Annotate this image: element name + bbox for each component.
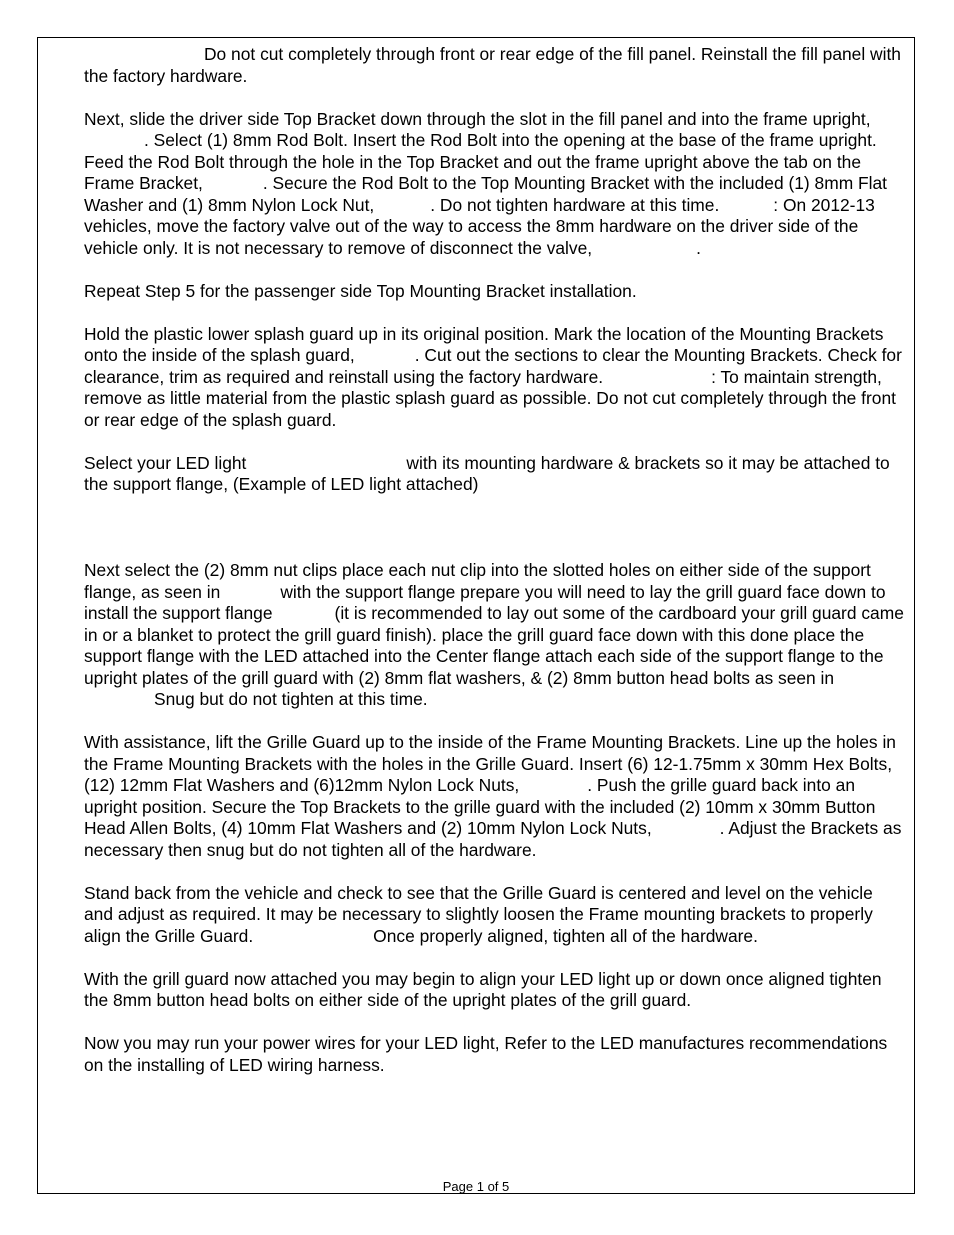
paragraph-align-grille-guard xyxy=(84,883,904,948)
text-segment: . Adjust the Brackets as necessary then snug but do not tighten all of the hardware. xyxy=(84,818,902,860)
text-segment: with the support flange prepare you will need to lay the grill guard face down to install the support flange xyxy=(84,581,886,623)
text-segment: Once properly aligned, tighten all of the hardware. xyxy=(373,925,758,946)
text-segment: . xyxy=(696,237,701,258)
paragraph-nut-clips-support-flange xyxy=(84,560,904,711)
text-segment: : On 2012-13 vehicles, move the factory valve out of the way to access the 8mm hardware on the driver side of the vehicle only. It is not necessary to remove of disconnect the valve, xyxy=(84,194,875,258)
paragraph-splash-guard xyxy=(84,324,904,432)
text-segment: Stand back from the vehicle and check to see that the Grille Guard is centered and level on the vehicle and adjust as required. It may be necessary to slightly loosen the Frame mounting brackets to properly align the Grille Guard. xyxy=(84,882,873,946)
text-segment: with its mounting hardware & brackets so it may be attached to the support flange, (Example of LED light attached) xyxy=(84,452,890,494)
text-segment: (it is recommended to lay out some of the cardboard your grill guard came in or a blanket to protect the grill guard finish). place the grill guard face down with this done place the support flange with the LED attached into the Center flange attach each side of the support flange to the upright plates of the grill guard with (2) 8mm flat washers, & (2) 8mm button head bolts as seen in xyxy=(84,603,904,688)
paragraph-power-wires xyxy=(84,1033,904,1076)
document-body xyxy=(84,44,904,1098)
text-segment: Next select the (2) 8mm nut clips place each nut clip into the slotted holes on either side of the support flange, as seen in xyxy=(84,560,871,602)
text-segment: . Do not tighten hardware at this time. xyxy=(430,194,720,215)
text-segment: Do not cut completely through front or rear edge of the fill panel. Reinstall the fill panel with the factory hardware. xyxy=(84,44,901,86)
paragraph-lift-grille-guard xyxy=(84,732,904,861)
paragraph-fill-panel-caution xyxy=(84,44,904,87)
text-segment: . Cut out the sections to clear the Mounting Brackets. Check for clearance, trim as required and reinstall using the factory hardware. xyxy=(84,345,902,387)
text-segment: Hold the plastic lower splash guard up in its original position. Mark the location of the Mounting Brackets onto the inside of the splash guard, xyxy=(84,323,884,365)
text-segment: : To maintain strength, remove as little material from the plastic splash guard as possible. Do not cut completely through the front or rear edge of the splash guard. xyxy=(84,366,896,430)
paragraph-repeat-passenger-side xyxy=(84,281,904,303)
text-segment: Now you may run your power wires for your LED light, Refer to the LED manufactures recommendations on the installing of LED wiring harness. xyxy=(84,1033,888,1075)
text-segment: Repeat Step 5 for the passenger side Top Mounting Bracket installation. xyxy=(84,280,637,301)
page-number-footer: Page 1 of 5 xyxy=(442,1179,510,1194)
text-segment: Select your LED light xyxy=(84,452,247,473)
paragraph-spacer xyxy=(84,517,904,560)
text-segment: Snug but do not tighten at this time. xyxy=(154,689,428,709)
paragraph-select-led-light xyxy=(84,453,904,496)
text-segment: With the grill guard now attached you may begin to align your LED light up or down once aligned tighten the 8mm button head bolts on either side of the upright plates of the grill guard. xyxy=(84,968,882,1010)
text-segment: . Select (1) 8mm Rod Bolt. Insert the Rod Bolt into the opening at the base of the frame upright. Feed the Rod Bolt through the hole in the Top Bracket and out the frame upright above the tab on the Frame Bracket, xyxy=(84,130,877,193)
text-segment: With assistance, lift the Grille Guard up to the inside of the Frame Mounting Brackets. Line up the holes in the Frame Mounting Brackets with the holes in the Grille Guard. Insert (6) 12-1.75mm x 30mm Hex Bolts, (12) 12mm Flat Washers and (6)12mm Nylon Lock Nuts, xyxy=(84,732,896,795)
text-segment: . Push the grille guard back into an upright position. Secure the Top Brackets to the grille guard with the included (2) 10mm x 30mm Button Head Allen Bolts, (4) 10mm Flat Washers and (2) 10mm Nylon Lock Nuts, xyxy=(84,775,876,838)
paragraph-top-bracket-driver xyxy=(84,109,904,260)
paragraph-align-led-light xyxy=(84,969,904,1012)
text-segment: Next, slide the driver side Top Bracket down through the slot in the fill panel and into the frame upright, xyxy=(84,108,871,129)
text-segment: . Secure the Rod Bolt to the Top Mounting Bracket with the included (1) 8mm Flat Washer and (1) 8mm Nylon Lock Nut, xyxy=(84,173,888,215)
